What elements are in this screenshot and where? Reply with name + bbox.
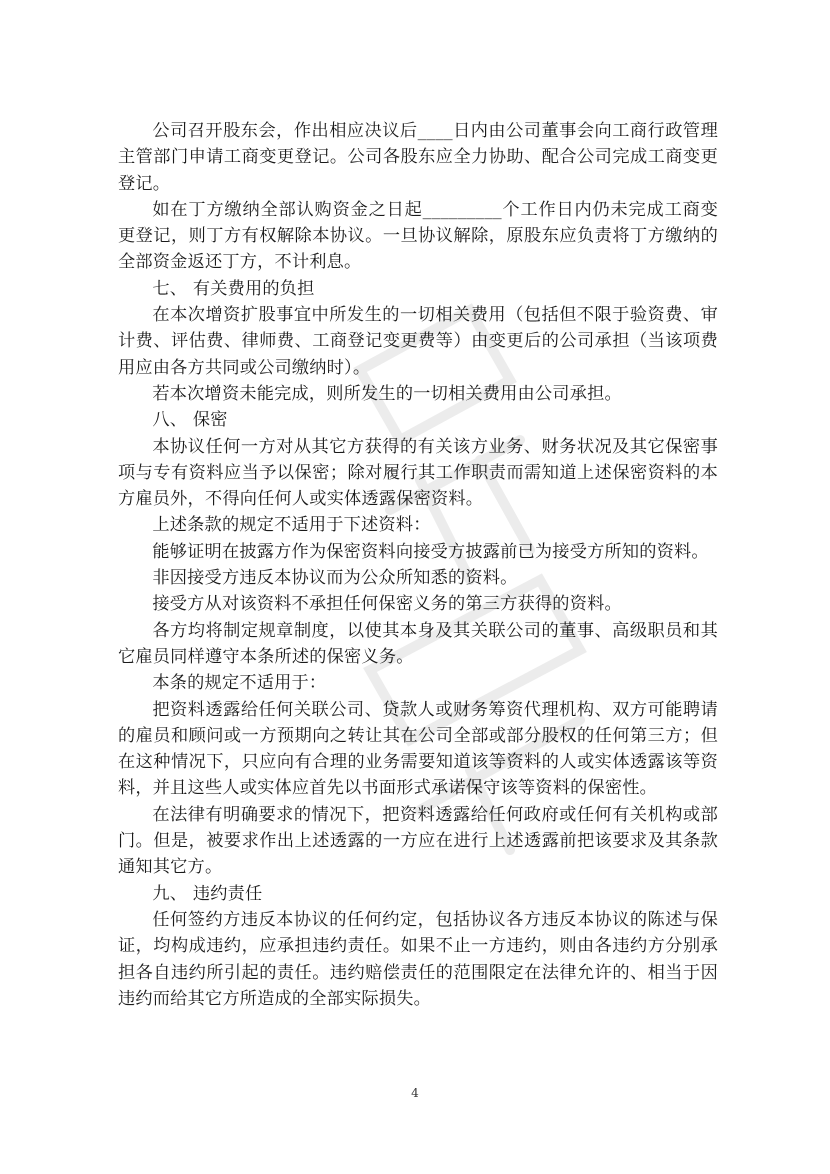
paragraph: 在本次增资扩股事宜中所发生的一切相关费用（包括但不限于验资费、审计费、评估费、律师费、工商登记变更费等）由变更后的公司承担（当该项费用应由各方共同或公司缴纳时）。 <box>118 305 718 378</box>
document-body <box>118 118 718 1012</box>
paragraph: 本条的规定不适用于： <box>152 673 327 694</box>
paragraph: 在法律有明确要求的情况下，把资料透露给任何政府或任何有关机构或部门。但是，被要求作出上述透露的一方应在进行上述透露前把该要求及其条款通知其它方。 <box>118 804 718 878</box>
paragraph: 各方均将制定规章制度，以使其本身及其关联公司的董事、高级职员和其它雇员同样遵守本条所述的保密义务。 <box>118 620 718 667</box>
paragraph: 若本次增资未能完成，则所发生的一切相关费用由公司承担。 <box>152 383 622 404</box>
paragraph: 把资料透露给任何关联公司、贷款人或财务筹资代理机构、双方可能聘请的雇员和顾问或一方预期向之转让其在公司全部或部分股权的任何第三方；但在这种情况下，只应向有合理的业务需要知道该等资料的人或实体透露该等资料，并且这些人或实体应首先以书面形式承诺保守该等资料的保密性。 <box>118 699 718 799</box>
paragraph: 本协议任何一方对从其它方获得的有关该方业务、财务状况及其它保密事项与专有资料应当予以保密；除对履行其工作职责而需知道上述保密资料的本方雇员外，不得向任何人或实体透露保密资料。 <box>118 436 718 510</box>
paragraph: 接受方从对该资料不承担任何保密义务的第三方获得的资料。 <box>152 594 622 615</box>
paragraph: 任何签约方违反本协议的任何约定，包括协议各方违反本协议的陈述与保证，均构成违约，应承担违约责任。如果不止一方违约，则由各违约方分别承担各自违约所引起的责任。违约赔偿责任的范围限定在法律允许的、相当于因违约而给其它方所造成的全部实际损失。 <box>118 909 718 1009</box>
paragraph: 如在丁方缴纳全部认购资金之日起_________个工作日内仍未完成工商变更登记，则丁方有权解除本协议。一旦协议解除，原股东应负责将丁方缴纳的全部资金返还丁方，不计利息。 <box>118 199 718 273</box>
page-number: 4 <box>411 1086 419 1100</box>
paragraph: 非因接受方违反本协议而为公众所知悉的资料。 <box>152 568 518 589</box>
section-heading: 八、 保密 <box>152 410 228 431</box>
paragraph: 能够证明在披露方作为保密资料向接受方披露前已为接受方所知的资料。 <box>152 541 709 562</box>
section-heading: 七、 有关费用的负担 <box>152 278 315 299</box>
section-heading: 九、 违约责任 <box>152 883 263 904</box>
paragraph: 上述条款的规定不适用于下述资料： <box>152 515 431 536</box>
paragraph: 公司召开股东会，作出相应决议后____日内由公司董事会向工商行政管理主管部门申请工商变更登记。公司各股东应全力协助、配合公司完成工商变更登记。 <box>118 121 718 194</box>
